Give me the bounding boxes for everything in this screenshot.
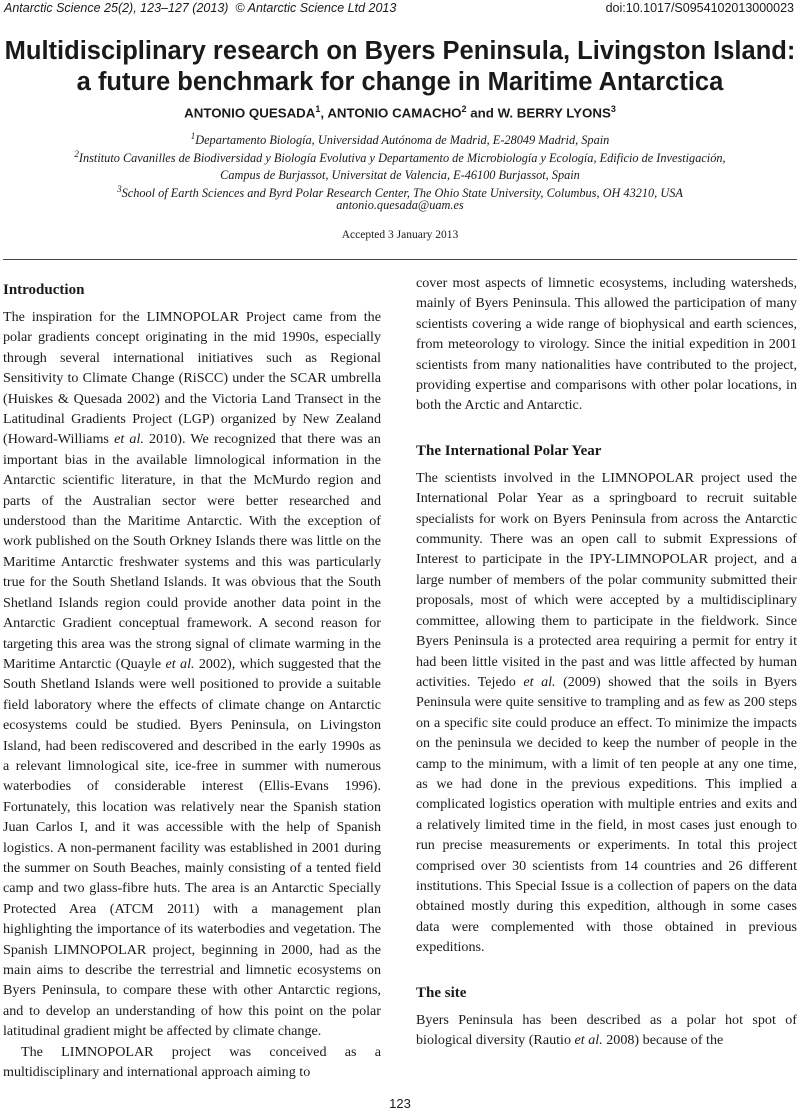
author-list: ANTONIO QUESADA$^1$, ANTONIO CAMACHO$^2$ and W. BERRY LYONS$^3$ — [184, 104, 616, 121]
article-title: Multidisciplinary research on Byers Peninsula, Livingston Island: a future benchmark for change in Maritime Antarctica — [4, 37, 796, 96]
paragraph: cover most aspects of limnetic ecosystems, including watersheds, mainly of Byers Peninsula. This allowed the participation of many scientists covering a wide range of biophysical and earth sciences, from meteorology to virology. Since the initial expedition in 2001 scientists from many nationalities have contributed to the project, providing expertise and comparisons with other polar locations, in both the Arctic and Antarctic. — [416, 275, 797, 414]
journal-citation: Antarctic Science 25(2), 123–127 (2013) © Antarctic Science Ltd 2013 — [4, 1, 397, 15]
affiliation: $^3$School of Earth Sciences and Byrd Polar Research Center, The Ohio State University, Columbus, OH 43210, USA — [117, 184, 683, 201]
page-number: 123 — [389, 1096, 411, 1111]
paragraph: The scientists involved in the LIMNOPOLAR project used the International Polar Year as a springboard to recruit suitable specialists for work on Byers Peninsula from across the Antarctic community. There was an open call to submit Expressions of Interest to participate in the IPY-LIMNOPOLAR project, and a large number of members of the polar community submitted their proposals, most of which were accepted by a multidisciplinary committee, allowing them to participate in the fieldwork. Since Byers Peninsula is a protected area requiring a permit for entry it had been little visited in the past and was little affected by human activities. Tejedo et al. (2009) showed that the soils in Byers Peninsula were quite sensitive to trampling and as few as 200 steps on a specific site could produce an effect. To minimize the impacts on the peninsula we decided to keep the number of people in the camp to the minimum, with a limit of ten people at any one time, as we had done in the previous expeditions. This implied a complicated logistics operation with multiple entries and exits and a relatively limited time in the field, in most cases just enough to run precise measurements or experiments. In total this project comprised over 30 scientists from 14 countries and 26 different institutions. This Special Issue is a collection of papers on the data obtained mostly during this expedition, although in some cases data were complemented with those obtained in previous expeditions. — [416, 469, 798, 956]
accepted-date: Accepted 3 January 2013 — [341, 229, 459, 241]
paragraph: The inspiration for the LIMNOPOLAR Project came from the polar gradients concept originating in the mid 1990s, especially through several international initiatives such as Regional Sensitivity to Climate Change (RiSCC) under the SCAR umbrella (Huiskes & Quesada 2002) and the Victoria Land Transect in the Latitudinal Gradients Project (LGP) organized by New Zealand (Howard-Williams et al. 2010). We recognized that there was an important bias in the available limnological information in the Antarctic scientific literature, in that the McMurdo region and parts of the Australian sector were better researched and understood than the Maritime Antarctic. With the exception of work published on the South Orkney Islands there was little on the Maritime Antarctic freshwater systems and this was particularly true for the South Shetland Islands. It was obvious that the South Shetland Islands region could provide another data point in the Antarctic Gradient conceptual framework. A second reason for targeting this area was the strong signal of climate warming in the Maritime Antarctic (Quayle et al. 2002), which suggested that the South Shetland Islands were well positioned to provide a suitable field laboratory where the effects of climate change on Antarctic ecosystems could be studied. Byers Peninsula, on Livingston Island, had been rediscovered and described in the early 1990s as a relevant limnological site, ice-free in summer with numerous waterbodies of considerable interest (Ellis-Evans 1996). Fortunately, this location was relatively near the Spanish station Juan Carlos I, and it was accessible with the help of Spanish logistics. A non-permanent facility was established in 2001 during the summer on South Beaches, mainly consisting of a tented field camp and two glass-fibre huts. The area is an Antarctic Specially Protected Area (ATCM 2011) with a management plan highlighting the importance of its waterbodies and vegetation. The Spanish LIMNOPOLAR project, beginning in 2000, had as the main aims to describe the terrestrial and limnetic ecosystems on Byers Peninsula, to compare these with other Antarctic regions, and to develop an understanding of how this point on the polar latitudinal gradient might be affected by climate change. — [3, 309, 381, 1040]
affiliation: $^1$Departamento Biología, Universidad Autónoma de Madrid, E-28049 Madrid, Spain — [190, 131, 610, 148]
paragraph: The LIMNOPOLAR project was conceived as a multidisciplinary and international approach aiming to — [3, 1043, 381, 1081]
section-heading: The International Polar Year — [416, 442, 602, 459]
affiliation: $^2$Instituto Cavanilles de Biodiversidad y Biología Evolutiva y Departamento de Microbiología y Ecología, Edificio de Investigación, Campus de Burjassot, Universitat de Valencia, E-46100 Burjassot, Spain — [74, 149, 726, 183]
left-column — [3, 279, 381, 1082]
author: ANTONIO QUESADA — [184, 105, 316, 121]
doi[interactable]: doi:10.1017/S0954102013000023 — [605, 1, 794, 15]
author: W. BERRY LYONS — [497, 105, 611, 121]
author: ANTONIO CAMACHO — [327, 105, 462, 121]
contact-email[interactable]: antonio.quesada@uam.es — [336, 198, 464, 212]
running-head — [4, 0, 794, 18]
section-heading: The site — [416, 984, 467, 1001]
section-heading: Introduction — [3, 282, 85, 298]
copyright-notice: © Antarctic Science Ltd 2013 — [235, 1, 397, 15]
paragraph: Byers Peninsula has been described as a polar hot spot of biological diversity (Rautio et al. 2008) because of the — [416, 1011, 797, 1048]
header-divider — [3, 259, 797, 260]
right-column — [416, 273, 797, 1050]
